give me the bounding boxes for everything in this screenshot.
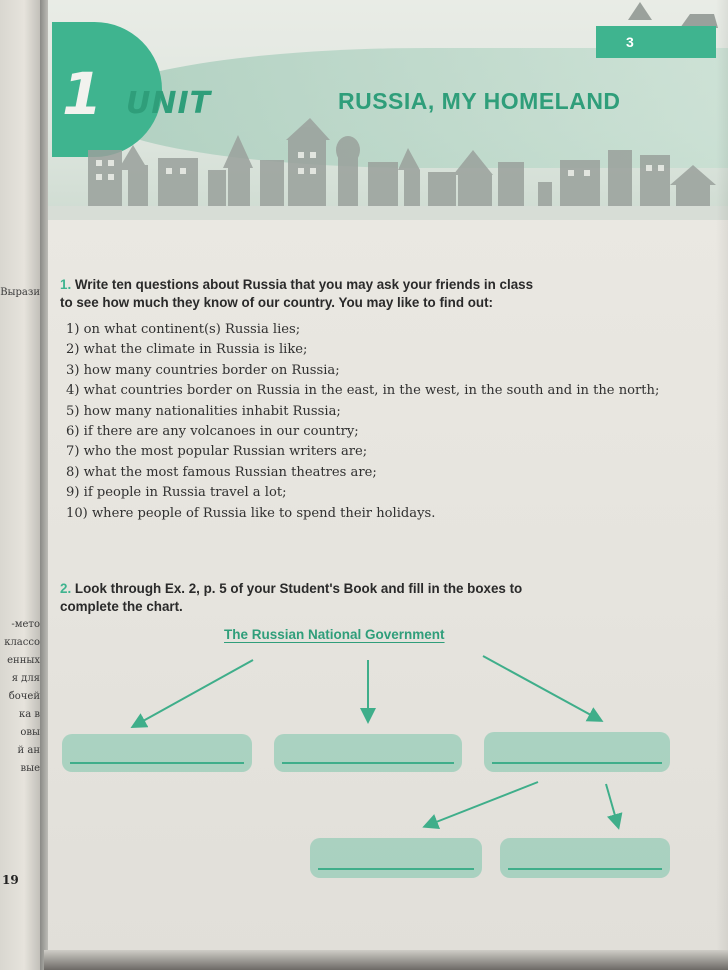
page-bottom-edge: [44, 950, 728, 970]
unit-label: UNIT: [126, 86, 212, 121]
exercise-1-list: [66, 320, 676, 524]
list-item: 1) on what continent(s) Russia lies;: [66, 322, 301, 337]
list-item: 4) what countries border on Russia in the east, in the west, in the south and in the north;: [66, 383, 660, 399]
previous-page-fragment: бочей: [8, 691, 40, 702]
page-tab-houses-icon: [588, 0, 728, 60]
list-item: 3) how many countries border on Russia;: [66, 362, 340, 378]
chart-box-left[interactable]: [62, 734, 252, 772]
exercise-2-instruction-line1: Look through Ex. 2, p. 5 of your Student's Book and fill in the boxes to: [74, 581, 523, 596]
list-item: 2) what the climate in Russia is like;: [66, 342, 308, 358]
previous-page-fragment: классо: [4, 637, 40, 648]
unit-number: 1: [62, 60, 103, 128]
page-edge-shadow: [716, 0, 728, 958]
exercise-2-instruction: [60, 580, 670, 616]
previous-page-fragment: Вырази: [0, 287, 40, 298]
previous-page-fragment: вые: [20, 763, 40, 774]
list-item: 9) if people in Russia travel a lot;: [66, 485, 287, 501]
previous-page-fragment: овы: [20, 727, 40, 738]
unit-header: [48, 0, 728, 215]
previous-page-edge: [0, 0, 44, 970]
arrow-sub-left: [426, 782, 538, 826]
list-item: 5) how many nationalities inhabit Russia;: [66, 403, 341, 419]
previous-page-fragment: я для: [11, 673, 40, 684]
exercise-1-number: 1.: [60, 277, 72, 292]
previous-page-fragment: ка в: [18, 709, 40, 720]
city-skyline-illustration: [48, 110, 728, 220]
previous-page-fragment: й ан: [17, 745, 40, 756]
previous-page-number: 19: [2, 873, 19, 887]
exercise-1-instruction-line1: Write ten questions about Russia that you may ask your friends in class: [74, 277, 534, 292]
chart-box-sub-left[interactable]: [310, 838, 482, 878]
chart-title: The Russian National Government: [224, 627, 445, 642]
previous-page-fragment: енных: [7, 655, 40, 666]
list-item: 7) who the most popular Russian writers are;: [66, 444, 368, 460]
chart-box-sub-right[interactable]: [500, 838, 670, 878]
exercise-1-instruction-line2: to see how much they know of our country. You may like to find out:: [60, 295, 493, 310]
list-item: 8) what the most famous Russian theatres are;: [66, 464, 377, 480]
arrow-sub-right: [606, 784, 618, 826]
previous-page-fragment: -мето: [11, 619, 40, 630]
unit-title: RUSSIA, MY HOMELAND: [338, 88, 621, 114]
arrow-right: [483, 656, 600, 720]
textbook-page: [48, 0, 728, 958]
chart-box-right[interactable]: [484, 732, 670, 772]
exercise-2-instruction-line2: complete the chart.: [60, 599, 183, 614]
exercise-2-number: 2.: [60, 581, 72, 596]
chart-box-center[interactable]: [274, 734, 462, 772]
arrow-left: [134, 660, 253, 726]
list-item: 6) if there are any volcanoes in our country;: [66, 424, 359, 440]
exercise-1-instruction: [60, 276, 670, 312]
list-item: 10) where people of Russia like to spend their holidays.: [66, 505, 436, 521]
page-number: 3: [626, 34, 634, 50]
